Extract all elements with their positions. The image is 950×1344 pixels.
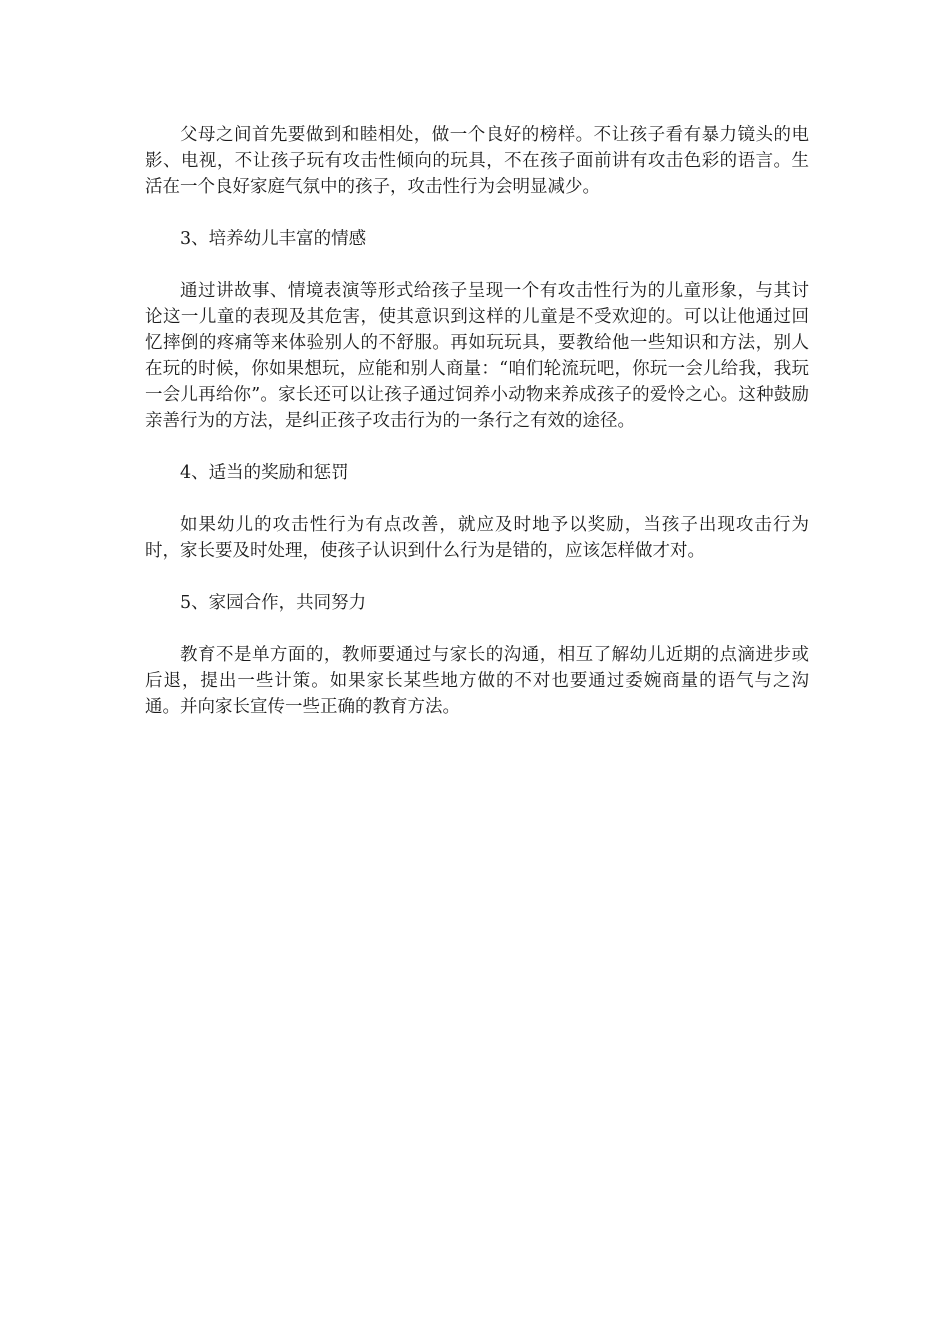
paragraph-emotions: 通过讲故事、情境表演等形式给孩子呈现一个有攻击性行为的儿童形象，与其讨论这一儿童的表现及其危害，使其意识到这样的儿童是不受欢迎的。可以让他通过回忆摔倒的疼痛等来体验别人的不舒服。再如玩玩具，要教给他一些知识和方法，别人在玩的时候，你如果想玩，应能和别人商量：“咱们轮流玩吧，你玩一会儿给我，我玩一会儿再给你”。家长还可以让孩子通过饲养小动物来养成孩子的爱怜之心。这种鼓励亲善行为的方法，是纠正孩子攻击行为的一条行之有效的途径。	[145, 281, 809, 431]
document-body	[145, 122, 809, 746]
paragraph-family-harmony: 父母之间首先要做到和睦相处，做一个良好的榜样。不让孩子看有暴力镜头的电影、电视，不让孩子玩有攻击性倾向的玩具，不在孩子面前讲有攻击色彩的语言。生活在一个良好家庭气氛中的孩子，攻击性行为会明显减少。	[145, 125, 809, 197]
section-heading-4: 4、适当的奖励和惩罚	[180, 463, 349, 483]
section-heading-3: 3、培养幼儿丰富的情感	[180, 229, 367, 249]
paragraph-cooperation: 教育不是单方面的，教师要通过与家长的沟通，相互了解幼儿近期的点滴进步或后退，提出一些计策。如果家长某些地方做的不对也要通过委婉商量的语气与之沟通。并向家长宣传一些正确的教育方法。	[145, 645, 809, 717]
section-heading-5: 5、家园合作，共同努力	[180, 593, 367, 613]
paragraph-rewards: 如果幼儿的攻击性行为有点改善，就应及时地予以奖励，当孩子出现攻击行为时，家长要及时处理，使孩子认识到什么行为是错的，应该怎样做才对。	[145, 515, 809, 561]
